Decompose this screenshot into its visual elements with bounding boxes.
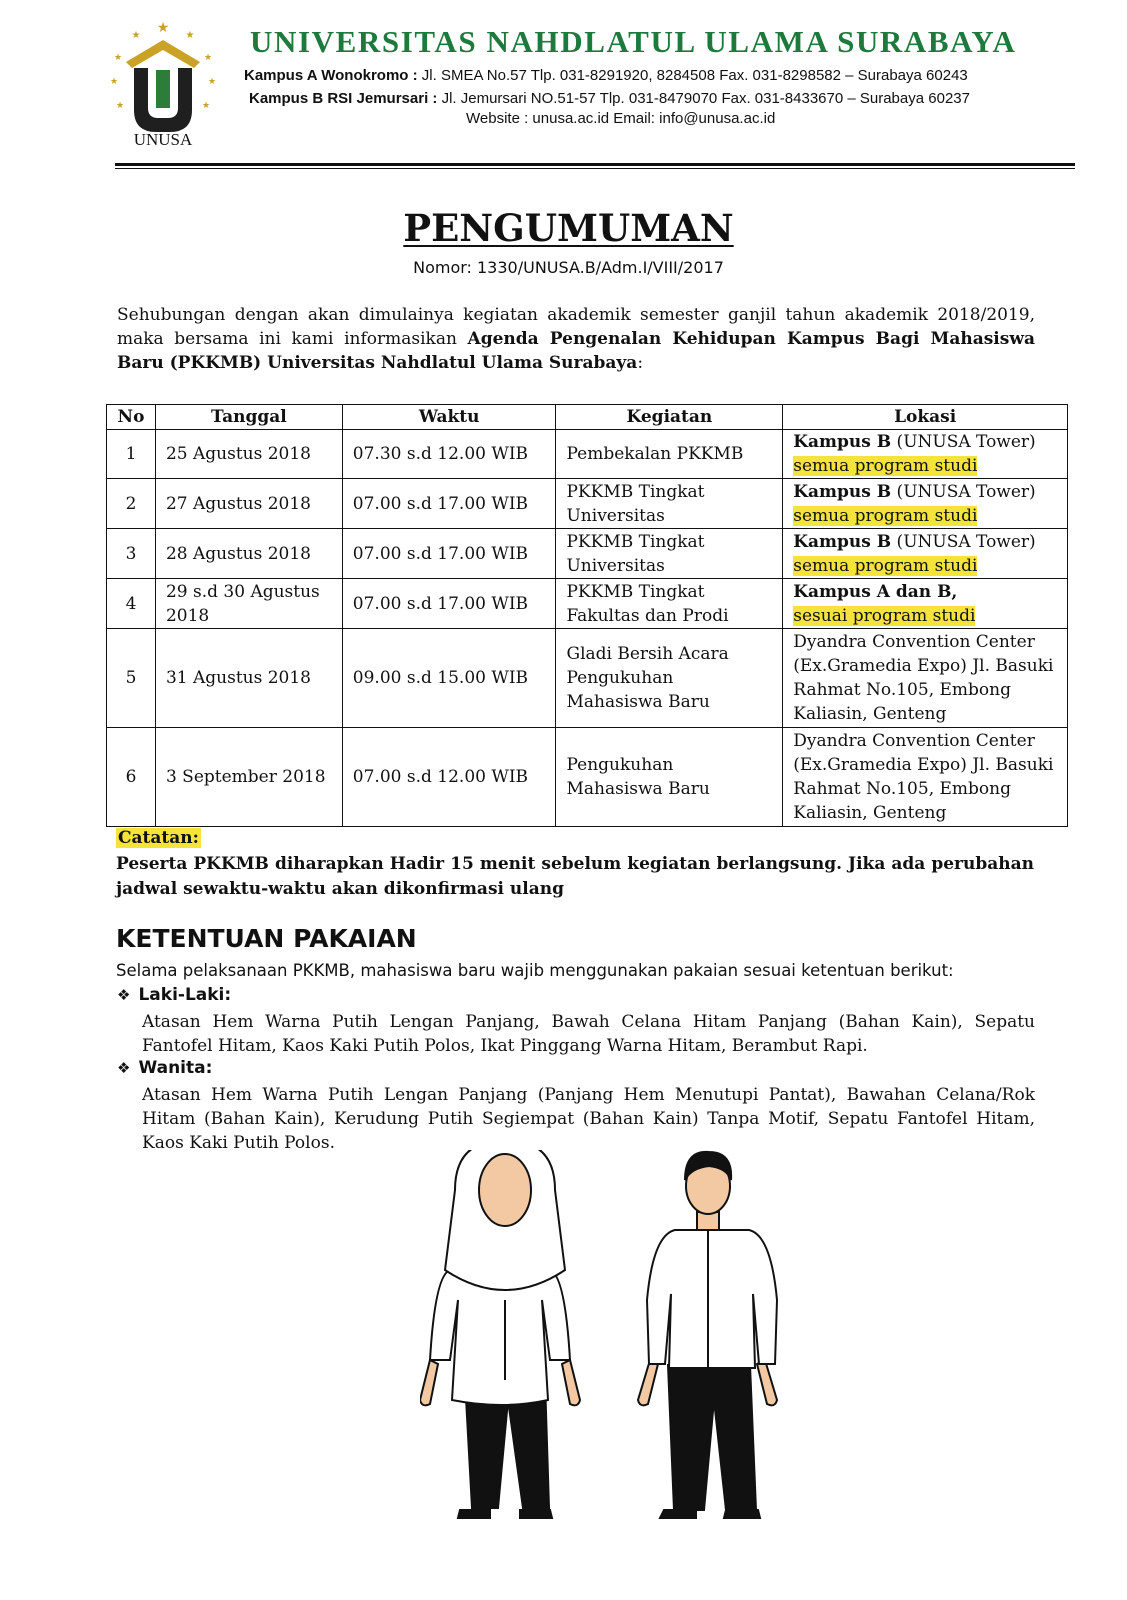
cell-no: 4 xyxy=(107,579,156,629)
campus-b-address xyxy=(249,90,970,107)
man-figure xyxy=(638,1152,777,1518)
catatan-text: Peserta PKKMB diharapkan Hadir 15 menit sebelum kegiatan berlangsung. Jika ada perubahan jadwal sewaktu-waktu akan dikonfirmasi ulang xyxy=(116,854,1034,899)
svg-text:★: ★ xyxy=(109,77,119,87)
cell-lokasi: Dyandra Convention Center (Ex.Gramedia Expo) Jl. Basuki Rahmat No.105, Embong Kaliasin, Genteng xyxy=(783,629,1068,728)
header-waktu: Waktu xyxy=(342,405,556,430)
svg-text:★: ★ xyxy=(115,101,125,111)
letter-number: Nomor: 1330/UNUSA.B/Adm.I/VIII/2017 xyxy=(413,258,724,277)
header-tanggal: Tanggal xyxy=(155,405,342,430)
cell-kegiatan: PKKMB Tingkat Universitas xyxy=(556,479,783,529)
cell-kegiatan: Gladi Bersih Acara Pengukuhan Mahasiswa Baru xyxy=(556,629,783,728)
table-row xyxy=(107,629,1068,728)
table-header-row xyxy=(107,405,1068,430)
cell-kegiatan: PKKMB Tingkat Fakultas dan Prodi xyxy=(556,579,783,629)
women-text: Atasan Hem Warna Putih Lengan Panjang (Panjang Hem Menutupi Pantat), Bawahan Celana/Rok Hitam (Bahan Kain), Kerudung Putih Segiempat (Bahan Kain) Tanpa Motif, Sepatu Fantofel Hitam, Kaos Kaki Putih Polos. xyxy=(142,1085,1035,1153)
table-row xyxy=(107,529,1068,579)
cell-waktu: 07.00 s.d 17.00 WIB xyxy=(342,529,556,579)
diamond-bullet-icon: ❖ xyxy=(117,986,131,1004)
cell-kegiatan: Pembekalan PKKMB xyxy=(556,430,783,479)
cell-kegiatan: PKKMB Tingkat Universitas xyxy=(556,529,783,579)
woman-figure xyxy=(420,1150,580,1518)
university-name: UNIVERSITAS NAHDLATUL ULAMA SURABAYA xyxy=(250,24,1017,59)
campus-a-text: Jl. SMEA No.57 Tlp. 031-8291920, 8284508 Fax. 031-8298582 – Surabaya 60243 xyxy=(417,67,968,84)
svg-text:★: ★ xyxy=(185,30,195,41)
cell-waktu: 09.00 s.d 15.00 WIB xyxy=(342,629,556,728)
header-rule xyxy=(115,163,1075,166)
header-kegiatan: Kegiatan xyxy=(556,405,783,430)
campus-b-text: Jl. Jemursari NO.51-57 Tlp. 031-8479070 Fax. 031-8433670 – Surabaya 60237 xyxy=(437,90,970,107)
header-rule-thin xyxy=(115,168,1075,169)
table-row xyxy=(107,728,1068,827)
cell-no: 1 xyxy=(107,430,156,479)
cell-tanggal: 27 Agustus 2018 xyxy=(155,479,342,529)
cell-kegiatan: Pengukuhan Mahasiswa Baru xyxy=(556,728,783,827)
svg-text:★: ★ xyxy=(201,101,211,111)
men-heading: ❖ Laki-Laki: xyxy=(117,985,232,1005)
cell-tanggal: 25 Agustus 2018 xyxy=(155,430,342,479)
campus-b-label: Kampus B RSI Jemursari : xyxy=(249,90,438,107)
unusa-logo xyxy=(108,18,218,148)
cell-waktu: 07.00 s.d 17.00 WIB xyxy=(342,479,556,529)
cell-tanggal: 29 s.d 30 Agustus 2018 xyxy=(155,579,342,629)
table-row xyxy=(107,479,1068,529)
cell-lokasi: Kampus B (UNUSA Tower) semua program studi xyxy=(783,529,1068,579)
svg-text:★: ★ xyxy=(203,53,213,63)
cell-lokasi: Kampus A dan B, sesuai program studi xyxy=(783,579,1068,629)
cell-lokasi: Dyandra Convention Center (Ex.Gramedia Expo) Jl. Basuki Rahmat No.105, Embong Kaliasin, Genteng xyxy=(783,728,1068,827)
cell-lokasi: Kampus B (UNUSA Tower) semua program studi xyxy=(783,479,1068,529)
men-text: Atasan Hem Warna Putih Lengan Panjang, Bawah Celana Hitam Panjang (Bahan Kain), Sepatu Fantofel Hitam, Kaos Kaki Putih Polos, Ikat Pinggang Warna Hitam, Berambut Rapi. xyxy=(142,1012,1035,1056)
svg-text:★: ★ xyxy=(156,20,170,36)
campus-a-label: Kampus A Wonokromo : xyxy=(244,67,418,84)
cell-waktu: 07.00 s.d 12.00 WIB xyxy=(342,728,556,827)
highlight-text: semua program studi xyxy=(793,456,978,476)
table-row xyxy=(107,579,1068,629)
header-no: No xyxy=(107,405,156,430)
dress-code-illustration xyxy=(420,1150,790,1530)
campus-a-address xyxy=(244,67,968,84)
dress-code-heading: KETENTUAN PAKAIAN xyxy=(116,924,417,953)
header-lokasi: Lokasi xyxy=(783,405,1068,430)
page-title: PENGUMUMAN xyxy=(403,206,734,250)
intro-paragraph: Sehubungan dengan akan dimulainya kegiatan akademik semester ganjil tahun akademik 2018/2019, maka bersama ini kami informasikan Agenda Pengenalan Kehidupan Kampus Bagi Mahasiswa Baru (PKKMB) Universitas Nahdlatul Ulama Surabaya: xyxy=(117,305,1035,373)
table-row xyxy=(107,430,1068,479)
cell-no: 5 xyxy=(107,629,156,728)
svg-text:★: ★ xyxy=(131,30,141,41)
women-heading: ❖ Wanita: xyxy=(117,1058,213,1078)
cell-no: 6 xyxy=(107,728,156,827)
cell-waktu: 07.00 s.d 17.00 WIB xyxy=(342,579,556,629)
website-email: Website : unusa.ac.id Email: info@unusa.ac.id xyxy=(466,110,776,127)
cell-tanggal: 31 Agustus 2018 xyxy=(155,629,342,728)
intro-bold: Agenda Pengenalan Kehidupan Kampus Bagi Mahasiswa Baru (PKKMB) Universitas Nahdlatul Ulama Surabaya xyxy=(117,329,1035,373)
logo-text: UNUSA xyxy=(133,130,193,148)
highlight-text: semua program studi xyxy=(793,555,978,576)
svg-text:★: ★ xyxy=(113,53,123,63)
highlight-text: semua program studi xyxy=(793,505,978,526)
cell-tanggal: 3 September 2018 xyxy=(155,728,342,827)
diamond-bullet-icon: ❖ xyxy=(117,1059,131,1077)
svg-text:★: ★ xyxy=(207,77,217,87)
cell-lokasi: Kampus B (UNUSA Tower) semua program studi xyxy=(783,430,1068,479)
cell-no: 2 xyxy=(107,479,156,529)
cell-tanggal: 28 Agustus 2018 xyxy=(155,529,342,579)
highlight-text: sesuai program studi xyxy=(793,605,976,626)
catatan-heading: Catatan: xyxy=(118,828,199,848)
cell-waktu: 07.30 s.d 12.00 WIB xyxy=(342,430,556,479)
schedule-table xyxy=(106,404,1068,827)
dress-code-intro: Selama pelaksanaan PKKMB, mahasiswa baru wajib menggunakan pakaian sesuai ketentuan berikut: xyxy=(116,961,954,980)
cell-no: 3 xyxy=(107,529,156,579)
